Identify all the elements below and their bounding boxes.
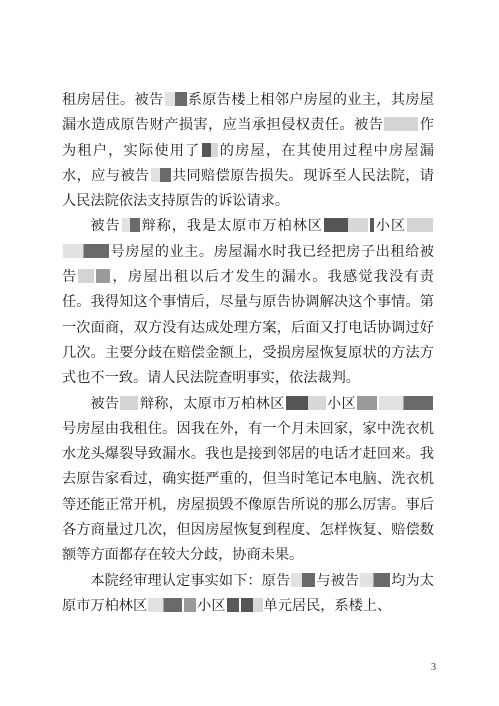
paragraph bbox=[62, 569, 434, 620]
redaction-mark bbox=[360, 573, 390, 587]
paragraph-text: 共同赔偿原告损失。现诉至人民法院，请人民法院依法支持原告的诉讼请求。 bbox=[62, 167, 434, 210]
redaction-mark bbox=[122, 218, 140, 232]
paragraph-text: 号房屋由我租住。因我在外，有一个月未回家，家中洗衣机水龙头爆裂导致漏水。我也是接到邻居的电话才赶回来。我去原告家看过，确实挺严重的，但当时笔记本电脑、洗衣机等还能正常开机，房屋损毁不像原告所说的那么厉害。事后各方商量过几次，但因房屋恢复到程度、怎样恢复、赔偿数额等方面都存在较大分歧，协商未果。 bbox=[62, 420, 434, 564]
paragraph-text: 单元居民，系楼上、 bbox=[263, 597, 392, 614]
paragraph-text: 均为太原市万柏林区 bbox=[62, 572, 434, 614]
redaction-mark bbox=[165, 92, 187, 106]
paragraph-text: 辩称，太原市万柏林区 bbox=[139, 395, 285, 412]
redaction-mark bbox=[202, 143, 218, 157]
redaction-mark bbox=[286, 396, 326, 410]
paragraph-text: 辩称，我是太原市万柏林区 bbox=[140, 218, 323, 235]
paragraph bbox=[62, 88, 434, 214]
page-number: 3 bbox=[431, 662, 436, 673]
paragraph-text: 小区 bbox=[374, 218, 406, 235]
redaction-mark bbox=[407, 218, 433, 232]
paragraph bbox=[62, 214, 434, 391]
redaction-mark bbox=[227, 598, 239, 612]
redaction-mark bbox=[148, 598, 182, 612]
paragraph-text: 本院经审理认定事实如下：原告 bbox=[90, 572, 291, 589]
paragraph-text: ，房屋出租以后才发生的漏水。我感觉我没有责任。我得知这个事情后，尽量与原告协调解决这个事情。第一次面商，双方没有达成处理方案，后面又打电话协调过好几次。主要分歧在赔偿金额上，受损房屋恢复原状的方法方式也不一致。请人民法院查明事实，依法裁判。 bbox=[62, 269, 434, 387]
paragraph-text: 租房居住。被告 bbox=[62, 92, 164, 108]
paragraph-text: 系原告楼上相邻户房屋的业主，其房屋漏水造成原告财产损害，应当承担侵权责任。被告 bbox=[62, 92, 434, 134]
redaction-mark bbox=[357, 396, 377, 410]
paragraph-text: 小区 bbox=[326, 395, 356, 412]
redaction-mark bbox=[241, 598, 263, 612]
paragraph-text: 小区 bbox=[197, 597, 226, 614]
redaction-mark bbox=[184, 598, 196, 612]
redaction-mark bbox=[120, 396, 138, 410]
paragraph-text: 作为租户，实际使用了 bbox=[62, 117, 434, 159]
paragraph bbox=[62, 392, 434, 569]
redaction-mark bbox=[96, 269, 110, 283]
paragraph-text: 的房屋，在其使用过程中房屋漏水，应与被告 bbox=[62, 142, 434, 184]
paragraph-text: 被告 bbox=[90, 218, 121, 235]
judgment-body-text bbox=[62, 88, 434, 619]
redaction-mark bbox=[324, 218, 368, 232]
redaction-mark bbox=[291, 573, 315, 587]
paragraph-text: 号房屋的业主。房屋漏水时我已经把房子出租给被告 bbox=[62, 243, 434, 286]
paragraph-text: 被告 bbox=[90, 395, 120, 412]
redaction-mark bbox=[151, 168, 171, 182]
redaction-mark bbox=[370, 218, 374, 232]
redaction-mark bbox=[379, 396, 433, 410]
redaction-mark bbox=[78, 269, 94, 283]
redaction-mark bbox=[63, 244, 109, 258]
redaction-mark bbox=[384, 117, 418, 131]
paragraph-text: 与被告 bbox=[316, 572, 360, 589]
